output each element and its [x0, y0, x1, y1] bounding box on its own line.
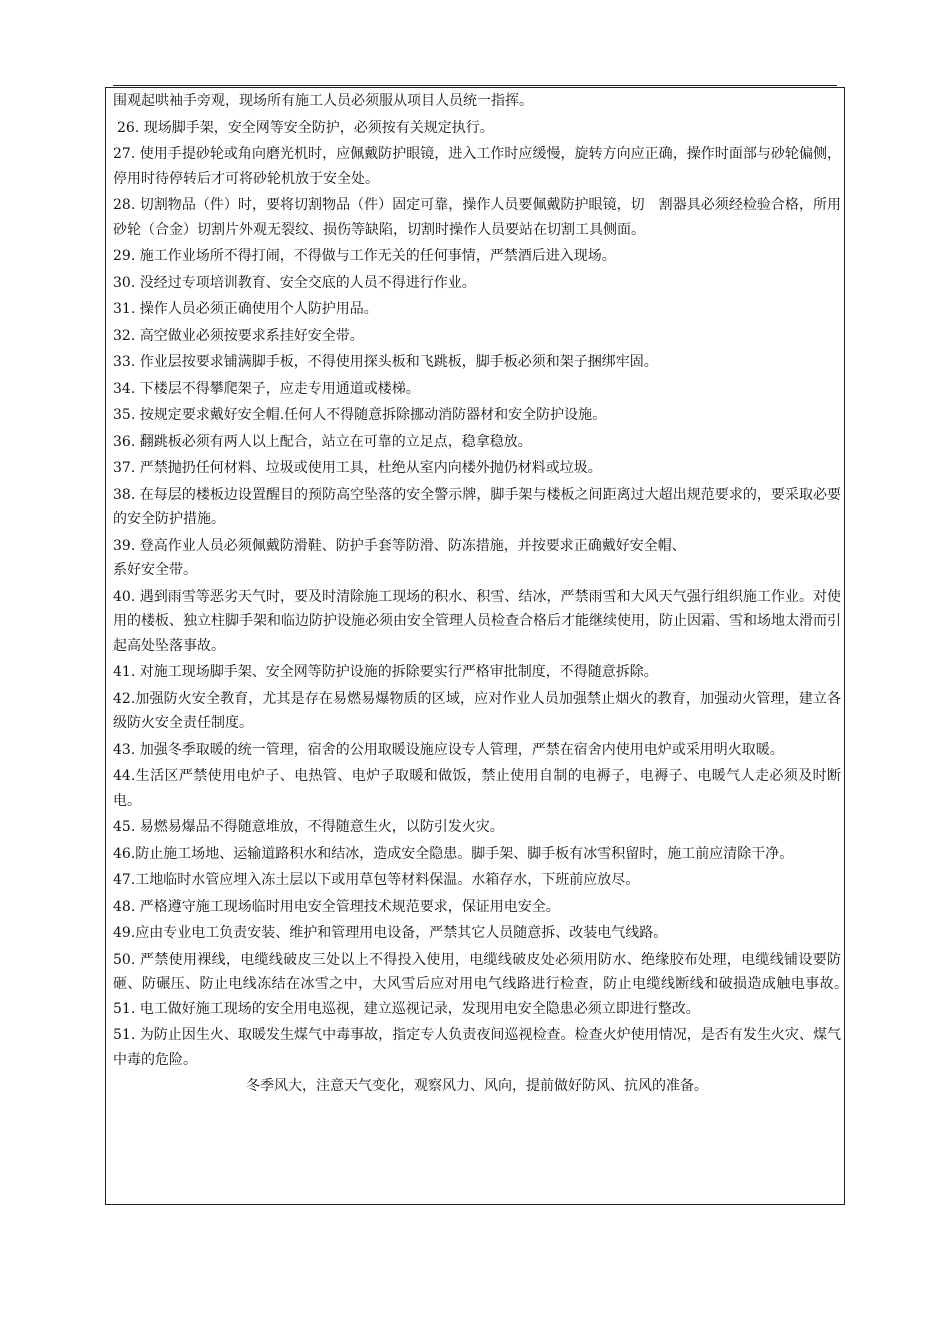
rule-39: 39. 登高作业人员必须佩戴防滑鞋、防护手套等防滑、防冻措施，并按要求正确戴好安全帽、 系好安全带。	[113, 537, 686, 578]
rule-47: 47.工地临时水管应埋入冻土层以下或用草包等材料保温。水箱存水，下班前应放尽。	[113, 872, 640, 888]
document-body	[113, 89, 860, 1101]
rule-48: 48. 严格遵守施工现场临时用电安全管理技术规范要求，保证用电安全。	[113, 898, 560, 915]
rule-29: 29. 施工作业场所不得打闹，不得做与工作无关的任何事情，严禁酒后进入现场。	[113, 248, 616, 264]
rule-32: 32. 高空做业必须按要求系挂好安全带。	[113, 327, 364, 344]
rule-42: 42.加强防火安全教育，尤其是存在易燃易爆物质的区域，应对作业人员加强禁止烟火的教育，加强动火管理，建立各级防火安全责任制度。	[113, 690, 841, 731]
rule-33: 33. 作业层按要求铺满脚手板，不得使用探头板和飞跳板，脚手板必须和架子捆绑牢固。	[113, 354, 658, 370]
rule-34: 34. 下楼层不得攀爬架子，应走专用通道或楼梯。	[113, 380, 420, 397]
rule-30: 30. 没经过专项培训教育、安全交底的人员不得进行作业。	[113, 274, 476, 291]
rule-49: 49.应由专业电工负责安装、维护和管理用电设备，严禁其它人员随意拆、改装电气线路。	[113, 925, 668, 941]
rule-45: 45. 易燃易爆品不得随意堆放，不得随意生火，以防引发火灾。	[113, 819, 504, 835]
rule-37: 37. 严禁抛扔任何材料、垃圾或使用工具，杜绝从室内向楼外抛仍材料或垃圾。	[113, 460, 602, 476]
rule-26: 26. 现场脚手架，安全网等安全防护，必须按有关规定执行。	[117, 119, 494, 136]
rule-40: 40. 遇到雨雪等恶劣天气时，要及时清除施工现场的积水、积雪、结冰，严禁雨雪和大风天气强行组织施工作业。对使用的楼板、独立柱脚手架和临边防护设施必须由安全管理人员检查合格后才能继续使用，防止因霜、雪和场地太滑而引起高处坠落事故。	[113, 588, 841, 654]
rule-51: 51. 为防止因生火、取暖发生煤气中毒事故，指定专人负责夜间巡视检查。检查火炉使用情况，是否有发生火灾、煤气中毒的危险。	[113, 1027, 841, 1068]
rule-36: 36. 翻跳板必须有两人以上配合，站立在可靠的立足点，稳拿稳放。	[113, 433, 532, 450]
paragraph-continuation: 围观起哄袖手旁观，现场所有施工人员必须服从项目人员统一指挥。	[113, 93, 533, 109]
rule-35: 35. 按规定要求戴好安全帽.任何人不得随意拆除挪动消防器材和安全防护设施。	[113, 407, 607, 423]
rule-46: 46.防止施工场地、运输道路积水和结冰，造成安全隐患。脚手架、脚手板有冰雪积留时，施工前应清除干净。	[113, 845, 794, 862]
rule-43: 43. 加强冬季取暖的统一管理，宿舍的公用取暖设施应设专人管理，严禁在宿舍内使用电炉或采用明火取暖。	[113, 741, 784, 758]
closing-note: 冬季风大，注意天气变化，观察风力、风向，提前做好防风、抗风的准备。	[246, 1078, 708, 1094]
rule-44: 44.生活区严禁使用电炉子、电热管、电炉子取暖和做饭，禁止使用自制的电褥子，电褥子、电暖气人走必须及时断电。	[113, 768, 841, 809]
rule-38: 38. 在每层的楼板边设置醒目的预防高空坠落的安全警示牌，脚手架与楼板之间距离过大超出规范要求的，要采取必要的安全防护措施。	[113, 486, 841, 527]
rule-27: 27. 使用手提砂轮或角向磨光机时，应佩戴防护眼镜，进入工作时应缓慢，旋转方向应正确，操作时面部与砂轮偏侧，停用时待停转后才可将砂轮机放于安全处。	[113, 146, 841, 187]
rule-41: 41. 对施工现场脚手架、安全网等防护设施的拆除要实行严格审批制度，不得随意拆除。	[113, 664, 658, 680]
header-rule	[113, 85, 837, 86]
rule-50: 50. 严禁使用裸线，电缆线破皮三处以上不得投入使用，电缆线破皮处必须用防水、绝缘胶布处理，电缆线铺设要防砸、防碾压、防止电线冻结在冰雪之中，大风雪后应对用电气线路进行检查，防止电缆线断线和破损造成触电事故。 51. 电工做好施工现场的安全用电巡视，建立巡视记录，发现用电安全隐患必须立即进行整改。	[113, 951, 860, 1017]
rule-28: 28. 切割物品（件）时，要将切割物品（件）固定可靠，操作人员要佩戴防护眼镜，切 割器具必须经检验合格，所用砂轮（合金）切割片外观无裂纹、损伤等缺陷，切割时操作人员要站在切割工具侧面。	[113, 197, 841, 238]
rule-31: 31. 操作人员必须正确使用个人防护用品。	[113, 301, 378, 317]
